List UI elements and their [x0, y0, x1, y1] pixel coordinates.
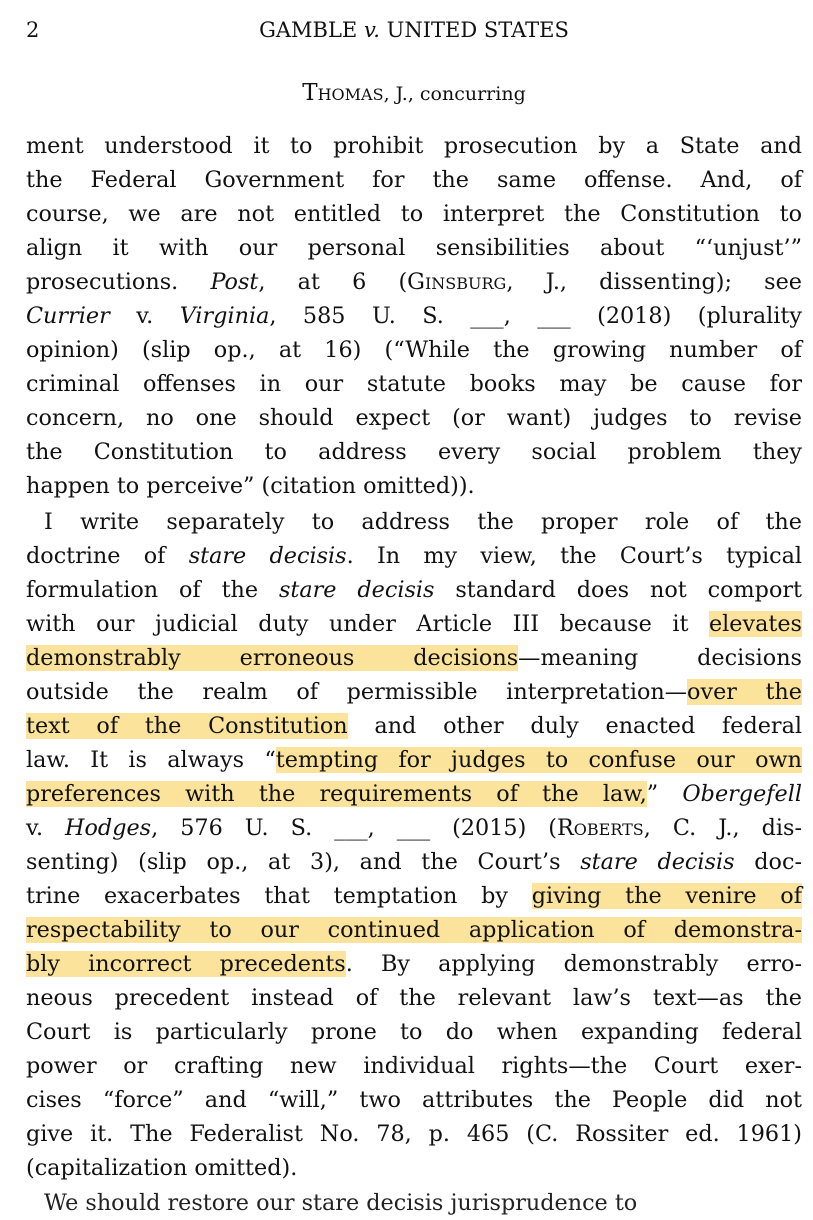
- text-line: power or crafting new individual rights—the Court exer-: [26, 1053, 802, 1079]
- text-line: align it with our personal sensibilities about “‘unjust’”: [26, 235, 802, 261]
- text-line: happen to perceive” (citation omitted)).: [26, 473, 475, 499]
- text-line: the Constitution to address every social problem they: [26, 439, 802, 465]
- text-line: outside the realm of permissible interpretation—over the: [26, 679, 802, 705]
- text-line: prosecutions. Post, at 6 (Ginsburg, J., dissenting); see: [26, 269, 802, 295]
- text-line: (capitalization omitted).: [26, 1155, 298, 1181]
- clipped-text-line: We should restore our stare decisis jurisprudence to: [44, 1190, 638, 1216]
- text-line: v. Hodges, 576 U. S. ___, ___ (2015) (Roberts, C. J., dis-: [26, 815, 802, 841]
- highlight: over the: [687, 679, 802, 705]
- text-line: concern, no one should expect (or want) judges to revise: [26, 405, 802, 431]
- text-line: Currier v. Virginia, 585 U. S. ___, ___ (2018) (plurality: [26, 303, 802, 329]
- text-line: neous precedent instead of the relevant law’s text—as the: [26, 985, 802, 1011]
- highlight: bly incorrect precedents: [26, 951, 346, 977]
- text-line: demonstrably erroneous decisions—meaning decisions: [26, 645, 802, 671]
- case-title: GAMBLE v. UNITED STATES: [259, 18, 569, 42]
- text-line: give it. The Federalist No. 78, p. 465 (C. Rossiter ed. 1961): [26, 1121, 802, 1147]
- text-line: bly incorrect precedents. By applying demonstrably erro-: [26, 951, 802, 977]
- text-line: cises “force” and “will,” two attributes the People did not: [26, 1087, 802, 1113]
- text-line: the Federal Government for the same offense. And, of: [26, 167, 802, 193]
- highlight: text of the Constitution: [26, 713, 348, 739]
- text-line: I write separately to address the proper role of the: [44, 509, 802, 535]
- text-line: course, we are not entitled to interpret the Constitution to: [26, 201, 802, 227]
- highlight: tempting for judges to confuse our own: [275, 747, 802, 773]
- page-number: 2: [26, 18, 40, 42]
- text-line: preferences with the requirements of the law,” Obergefell: [26, 781, 802, 807]
- text-line: criminal offenses in our statute books may be cause for: [26, 371, 802, 397]
- highlight: demonstrably erroneous decisions: [26, 645, 519, 671]
- text-line: senting) (slip op., at 3), and the Court’s stare decisis doc-: [26, 849, 802, 875]
- text-line: formulation of the stare decisis standard does not comport: [26, 577, 802, 603]
- running-header: [26, 18, 802, 50]
- highlight: preferences with the requirements of the law,: [26, 781, 647, 807]
- text-line: ment understood it to prohibit prosecution by a State and: [26, 133, 802, 159]
- text-line: law. It is always “tempting for judges to confuse our own: [26, 747, 802, 773]
- highlight: elevates: [708, 611, 802, 637]
- text-line: doctrine of stare decisis. In my view, the Court’s typical: [26, 543, 802, 569]
- text-line: text of the Constitution and other duly enacted federal: [26, 713, 803, 739]
- text-line: trine exacerbates that temptation by giving the venire of: [26, 883, 802, 909]
- text-line: with our judicial duty under Article III because it elevates: [26, 611, 802, 637]
- document-page: [26, 0, 803, 1216]
- opinion-label: Thomas, J., concurring: [302, 80, 526, 106]
- text-line: Court is particularly prone to do when expanding federal: [26, 1019, 802, 1045]
- highlight: respectability to our continued application of demonstra-: [26, 917, 802, 943]
- highlight: giving the venire of: [531, 883, 802, 909]
- text-line: [26, 913, 802, 947]
- text-line: opinion) (slip op., at 16) (“While the growing number of: [26, 337, 802, 363]
